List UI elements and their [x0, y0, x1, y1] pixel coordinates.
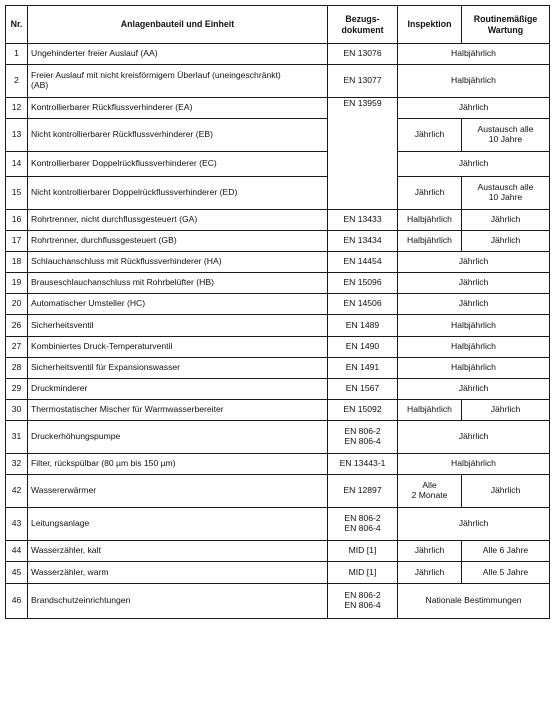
table-row: [6, 273, 550, 294]
row-inspection: Jährlich: [398, 562, 462, 584]
row-nr: 12: [6, 98, 28, 119]
table-row: [6, 210, 550, 231]
row-reference: EN 806-2 EN 806-4: [328, 508, 398, 541]
row-component: Wasserzähler, kalt: [28, 541, 328, 562]
row-component: Schlauchanschluss mit Rückflussverhinderer (HA): [28, 252, 328, 273]
table-row: [6, 315, 550, 337]
row-nr: 31: [6, 421, 28, 454]
row-interval: Halbjährlich: [398, 65, 550, 98]
row-interval: Halbjährlich: [398, 315, 550, 337]
header-inspection: Inspektion: [398, 6, 462, 44]
table-row: [6, 65, 550, 98]
row-component: Ungehinderter freier Auslauf (AA): [28, 44, 328, 65]
row-nr: 2: [6, 65, 28, 98]
row-inspection: Alle 2 Monate: [398, 475, 462, 508]
row-maintenance: Jährlich: [462, 231, 550, 252]
row-nr: 43: [6, 508, 28, 541]
row-interval: Jährlich: [398, 421, 550, 454]
row-component: Freier Auslauf mit nicht kreisförmigem Überlauf (uneingeschränkt) (AB): [28, 65, 328, 98]
row-reference: EN 1567: [328, 379, 398, 400]
row-interval: Jährlich: [398, 273, 550, 294]
row-reference: MID [1]: [328, 562, 398, 584]
row-interval: Halbjährlich: [398, 358, 550, 379]
row-component: Sicherheitsventil für Expansionswasser: [28, 358, 328, 379]
header-nr: Nr.: [6, 6, 28, 44]
table-row: [6, 508, 550, 541]
row-component: Wasserzähler, warm: [28, 562, 328, 584]
row-nr: 44: [6, 541, 28, 562]
row-maintenance: Alle 5 Jahre: [462, 562, 550, 584]
header-component: Anlagenbauteil und Einheit: [28, 6, 328, 44]
table-row: [6, 400, 550, 421]
row-nr: 13: [6, 119, 28, 152]
row-component: Wassererwärmer: [28, 475, 328, 508]
row-nr: 17: [6, 231, 28, 252]
table-row: [6, 152, 550, 177]
row-maintenance: Alle 6 Jahre: [462, 541, 550, 562]
row-inspection: Halbjährlich: [398, 231, 462, 252]
table-row: [6, 98, 550, 119]
row-component: Automatischer Umsteller (HC): [28, 294, 328, 315]
table-row: [6, 337, 550, 358]
row-component: Druckerhöhungspumpe: [28, 421, 328, 454]
row-inspection: Jährlich: [398, 177, 462, 210]
row-reference: EN 13443-1: [328, 454, 398, 475]
row-nr: 14: [6, 152, 28, 177]
row-reference: EN 1489: [328, 315, 398, 337]
row-reference: EN 1491: [328, 358, 398, 379]
row-nr: 30: [6, 400, 28, 421]
row-inspection: Jährlich: [398, 541, 462, 562]
row-nr: 15: [6, 177, 28, 210]
row-component: Leitungsanlage: [28, 508, 328, 541]
row-component: Brandschutzeinrichtungen: [28, 584, 328, 619]
row-maintenance: Jährlich: [462, 400, 550, 421]
row-reference: EN 12897: [328, 475, 398, 508]
row-reference: EN 15096: [328, 273, 398, 294]
table-row: [6, 475, 550, 508]
row-component: Nicht kontrollierbarer Rückflussverhinderer (EB): [28, 119, 328, 152]
table-row: [6, 358, 550, 379]
table-row: [6, 231, 550, 252]
row-interval: Halbjährlich: [398, 44, 550, 65]
table-row: [6, 177, 550, 210]
table-row: [6, 252, 550, 273]
header-row: [6, 6, 550, 44]
row-nr: 46: [6, 584, 28, 619]
row-nr: 26: [6, 315, 28, 337]
row-interval: Jährlich: [398, 98, 550, 119]
row-component: Sicherheitsventil: [28, 315, 328, 337]
row-nr: 29: [6, 379, 28, 400]
row-nr: 16: [6, 210, 28, 231]
row-nr: 1: [6, 44, 28, 65]
row-component: Rohrtrenner, durchflussgesteuert (GB): [28, 231, 328, 252]
row-component: Nicht kontrollierbarer Doppelrückflussverhinderer (ED): [28, 177, 328, 210]
row-inspection: Jährlich: [398, 119, 462, 152]
table-row: [6, 454, 550, 475]
row-interval: Jährlich: [398, 252, 550, 273]
row-maintenance: Jährlich: [462, 475, 550, 508]
row-reference: EN 14454: [328, 252, 398, 273]
row-inspection: Halbjährlich: [398, 210, 462, 231]
row-interval: Jährlich: [398, 508, 550, 541]
row-reference: EN 13433: [328, 210, 398, 231]
row-maintenance: Austausch alle 10 Jahre: [462, 177, 550, 210]
table-row: [6, 294, 550, 315]
row-reference: EN 806-2 EN 806-4: [328, 584, 398, 619]
table-row: [6, 44, 550, 65]
table-row: [6, 421, 550, 454]
row-reference: MID [1]: [328, 541, 398, 562]
row-nr: 27: [6, 337, 28, 358]
row-component: Thermostatischer Mischer für Warmwasserbereiter: [28, 400, 328, 421]
row-interval: Nationale Bestimmungen: [398, 584, 550, 619]
row-component: Druckminderer: [28, 379, 328, 400]
table-row: [6, 562, 550, 584]
row-component: Kombiniertes Druck-Temperaturventil: [28, 337, 328, 358]
row-nr: 19: [6, 273, 28, 294]
row-component: Kontrollierbarer Doppelrückflussverhinderer (EC): [28, 152, 328, 177]
row-nr: 28: [6, 358, 28, 379]
row-reference: EN 13076: [328, 44, 398, 65]
row-interval: Jährlich: [398, 379, 550, 400]
row-interval: Jährlich: [398, 152, 550, 177]
row-reference: EN 806-2 EN 806-4: [328, 421, 398, 454]
row-nr: 42: [6, 475, 28, 508]
row-reference: EN 14506: [328, 294, 398, 315]
table-row: [6, 541, 550, 562]
row-maintenance: Jährlich: [462, 210, 550, 231]
row-reference: EN 13434: [328, 231, 398, 252]
row-reference: EN 13077: [328, 65, 398, 98]
row-nr: 32: [6, 454, 28, 475]
row-inspection: Halbjährlich: [398, 400, 462, 421]
row-maintenance: Austausch alle 10 Jahre: [462, 119, 550, 152]
row-component: Kontrollierbarer Rückflussverhinderer (EA): [28, 98, 328, 119]
row-component: Brauseschlauchanschluss mit Rohrbelüfter (HB): [28, 273, 328, 294]
maintenance-table: [5, 5, 550, 619]
row-interval: Halbjährlich: [398, 454, 550, 475]
table-row: [6, 119, 550, 152]
row-reference: EN 1490: [328, 337, 398, 358]
row-interval: Jährlich: [398, 294, 550, 315]
row-reference: EN 15092: [328, 400, 398, 421]
row-interval: Halbjährlich: [398, 337, 550, 358]
row-nr: 20: [6, 294, 28, 315]
row-nr: 18: [6, 252, 28, 273]
table-row: [6, 584, 550, 619]
header-reference: Bezugs- dokument: [328, 6, 398, 44]
row-component: Filter, rückspülbar (80 µm bis 150 µm): [28, 454, 328, 475]
row-reference: EN 13959: [328, 98, 398, 210]
header-maintenance: Routinemäßige Wartung: [462, 6, 550, 44]
row-component: Rohrtrenner, nicht durchflussgesteuert (GA): [28, 210, 328, 231]
table-row: [6, 379, 550, 400]
row-nr: 45: [6, 562, 28, 584]
